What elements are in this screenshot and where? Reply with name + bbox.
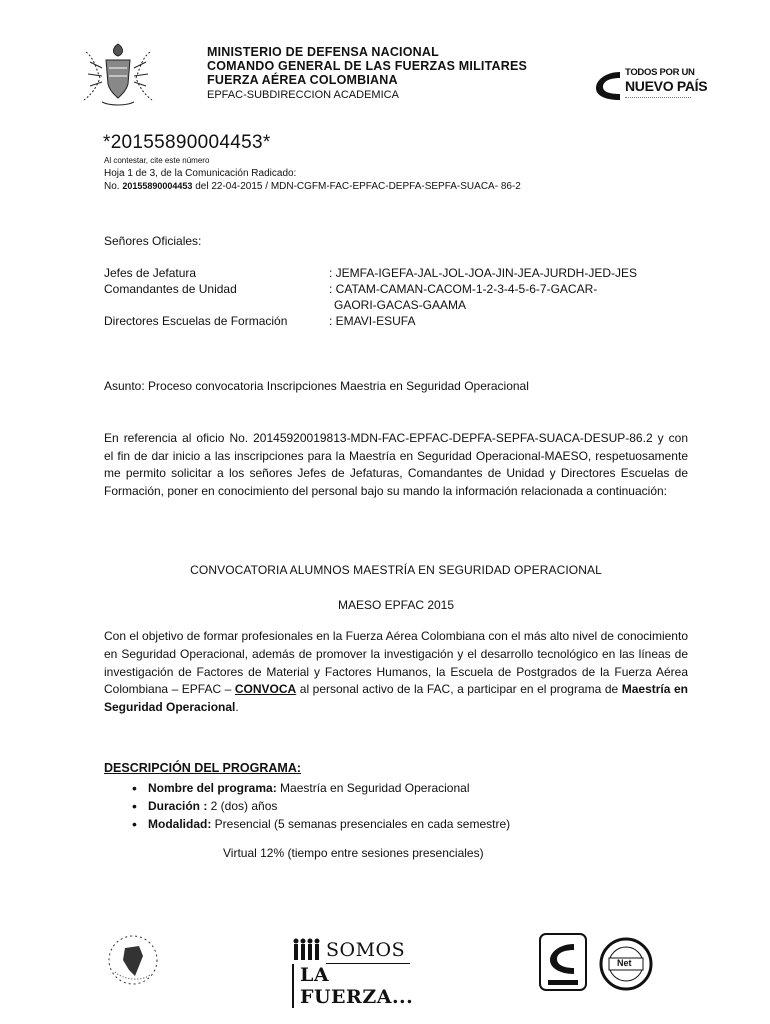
header-comando: COMANDO GENERAL DE LAS FUERZAS MILITARES [207, 59, 528, 73]
item-value: Maestría en Seguridad Operacional [276, 781, 470, 795]
nuevo-pais-swoosh-icon [592, 68, 624, 104]
radicado-ref-number: 20155890004453 [122, 181, 193, 191]
item-value: Presencial (5 semanas presenciales en cada semestre) [211, 817, 511, 831]
nuevo-pais-top: TODOS POR UN [625, 67, 695, 78]
maeso-title: MAESO EPFAC 2015 [337, 598, 455, 612]
objective-part1: Con el objetivo de formar profesionales en la Fuerza Aérea Colombiana con el más alto nivel de conocimiento en Seguridad Operacional, además de promover la investigación y el desarrollo tecnológico en las líneas de investigación de Factores de Material y Factores Humanos, la Escuela de Postgrados de la Fuerza Aérea Colombiana – EPFAC – [104, 629, 688, 697]
addressee-label: Directores Escuelas de Formación [104, 314, 288, 328]
footer-fac-logo [105, 932, 161, 988]
radicado-ref-rest: del 22-04-2015 / MDN-CGFM-FAC-EPFAC-DEPFA-SEPFA-SUACA- 86-2 [195, 181, 521, 192]
radicado-contestar: Al contestar, cite este número [104, 156, 210, 165]
header-emblem [76, 38, 160, 110]
addressee-row [104, 265, 637, 281]
greeting: Señores Oficiales: [104, 234, 202, 248]
somos-underline [326, 963, 410, 964]
addressee-row [104, 281, 597, 297]
iqnet-text: Net [617, 958, 632, 968]
modalidad-extra: Virtual 12% (tiempo entre sesiones presenciales) [223, 846, 484, 860]
objective-paragraph [104, 628, 688, 717]
item-value: 2 (dos) años [207, 799, 278, 813]
radicado-ref-prefix: No. [104, 181, 120, 192]
radicado-reference [104, 180, 521, 193]
list-item [148, 815, 708, 833]
addressee-row [104, 313, 415, 329]
fac-roundel-icon [105, 932, 161, 988]
addressee-row [104, 297, 466, 313]
radicado-hoja: Hoja 1 de 3, de la Comunicación Radicado: [104, 168, 297, 179]
addressee-value: : CATAM-CAMAN-CACOM-1-2-3-4-5-6-7-GACAR- [329, 282, 598, 296]
addressee-value: : JEMFA-IGEFA-JAL-JOL-JOA-JIN-JEA-JURDH-JED-JES [329, 266, 638, 280]
convocatoria-title: CONVOCATORIA ALUMNOS MAESTRÍA EN SEGURIDAD OPERACIONAL [190, 563, 602, 577]
intro-paragraph: En referencia al oficio No. 20145920019813-MDN-FAC-EPFAC-DEPFA-SEPFA-SUACA-DESUP-86.2 y con el fin de dar inicio a las inscripciones para la Maestría en Seguridad Operacional-MAESO, respetuosamente me permito solicitar a los señores Jefes de Jefaturas, Comandantes de Unidad y Directores Escuelas de Formación, poner en conocimiento del personal bajo su mando la información relacionada a continuación: [104, 431, 688, 498]
radicado-number: *20155890004453* [103, 132, 271, 153]
list-item [148, 779, 708, 797]
objective-part2: al personal activo de la FAC, a participar en el programa de [296, 682, 622, 697]
objective-part3: . [235, 700, 239, 715]
addressee-value: GAORI-GACAS-GAAMA [334, 298, 467, 312]
item-label: Nombre del programa: [148, 781, 277, 795]
header-ministerio: MINISTERIO DE DEFENSA NACIONAL [207, 45, 439, 59]
somos-line2: LA FUERZA... [292, 964, 432, 1008]
descripcion-list [130, 779, 708, 833]
addressee-label: Comandantes de Unidad [104, 282, 237, 296]
iso-cert-logo [538, 932, 588, 992]
descripcion-heading: DESCRIPCIÓN DEL PROGRAMA: [104, 761, 302, 775]
item-label: Duración : [148, 799, 208, 813]
somos-line1: SOMOS [326, 939, 406, 961]
header-subdireccion: EPFAC-SUBDIRECCION ACADEMICA [207, 89, 399, 101]
iso-certification-icon [538, 932, 588, 992]
item-label: Modalidad: [148, 817, 212, 831]
addressee-label: Jefes de Jefatura [104, 266, 197, 280]
coat-of-arms-icon [76, 38, 160, 110]
nuevo-pais-main: NUEVO PAÍS [625, 78, 708, 94]
nuevo-pais-logo [592, 64, 708, 106]
asunto: Asunto: Proceso convocatoria Inscripciones Maestria en Seguridad Operacional [104, 379, 529, 393]
objective-program: Maestría en Seguridad Operacional [104, 682, 688, 715]
header-fuerza: FUERZA AÉREA COLOMBIANA [207, 73, 398, 87]
list-item [148, 797, 708, 815]
somos-la-fuerza-logo [292, 938, 432, 1008]
objective-convoca: CONVOCA [234, 682, 297, 697]
addressee-value: : EMAVI-ESUFA [329, 314, 416, 328]
iqnet-cert-logo [596, 936, 656, 992]
nuevo-pais-underline [625, 97, 691, 98]
people-figures-icon [292, 938, 322, 962]
